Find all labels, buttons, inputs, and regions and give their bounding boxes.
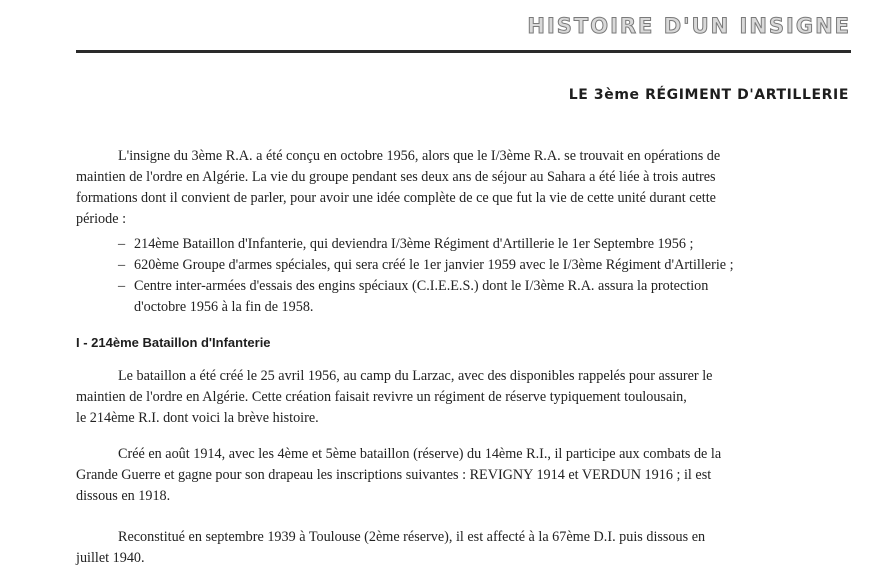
list-item-text: Centre inter-armées d'essais des engins spéciaux (C.I.E.E.S.) dont le I/3ème R.A. assura la protection (134, 278, 709, 294)
page-header-title: HISTOIRE D'UN INSIGNE (527, 14, 851, 38)
article-subtitle: LE 3ème RÉGIMENT D'ARTILLERIE (568, 87, 849, 103)
header-rule (76, 50, 851, 53)
list-item (118, 276, 858, 318)
paragraph-text (76, 444, 850, 507)
list-item-text: 214ème Bataillon d'Infanterie, qui deviendra I/3ème Régiment d'Artillerie le 1er Septembre 1956 ; (134, 236, 694, 252)
intro-line (76, 146, 850, 230)
dash-marker: – (118, 278, 126, 294)
intro-line-text: formations dont il convient de parler, pour avoir une idée complète de ce que fut la vie de cette unité durant cette (76, 190, 716, 206)
paragraph-line: juillet 1940. (76, 550, 145, 566)
paragraph-text (76, 366, 850, 429)
intro-line-text: période : (76, 211, 127, 227)
list-item-text: 620ème Groupe d'armes spéciales, qui sera créé le 1er janvier 1959 avec le I/3ème Régiment d'Artillerie ; (134, 257, 734, 273)
paragraph-line: maintien de l'ordre en Algérie. Cette création faisait revivre un régiment de réserve typiquement toulousain, (76, 389, 687, 405)
paragraph-line: Le bataillon a été créé le 25 avril 1956, au camp du Larzac, avec des disponibles rappelés pour assurer le (118, 368, 713, 384)
section-paragraph (76, 366, 850, 429)
paragraph-text (76, 527, 850, 569)
paragraph-line: Créé en août 1914, avec les 4ème et 5ème bataillon (réserve) du 14ème R.I., il participe aux combats de la (118, 446, 722, 462)
formation-list (118, 234, 858, 318)
dash-marker: – (118, 257, 126, 273)
paragraph-line: le 214ème R.I. dont voici la brève histoire. (76, 410, 319, 426)
intro-line-text: L'insigne du 3ème R.A. a été conçu en octobre 1956, alors que le I/3ème R.A. se trouvait en opérations de (118, 148, 721, 164)
section-paragraph (76, 444, 850, 507)
list-item-text: d'octobre 1956 à la fin de 1958. (134, 299, 314, 315)
paragraph-line: Reconstitué en septembre 1939 à Toulouse (2ème réserve), il est affecté à la 67ème D.I. puis dissous en (118, 529, 706, 545)
section-heading: I - 214ème Bataillon d'Infanterie (76, 335, 271, 350)
intro-paragraph (76, 146, 850, 230)
dash-marker: – (118, 236, 126, 252)
paragraph-line: Grande Guerre et gagne pour son drapeau les inscriptions suivantes : REVIGNY 1914 et VERDUN 1916 ; il est (76, 467, 712, 483)
section-paragraph (76, 527, 850, 569)
list-item (118, 234, 858, 255)
list-item (118, 255, 858, 276)
intro-line-text: maintien de l'ordre en Algérie. La vie du groupe pendant ses deux ans de séjour au Sahara a été liée à trois autres (76, 169, 716, 185)
paragraph-line: dissous en 1918. (76, 488, 171, 504)
